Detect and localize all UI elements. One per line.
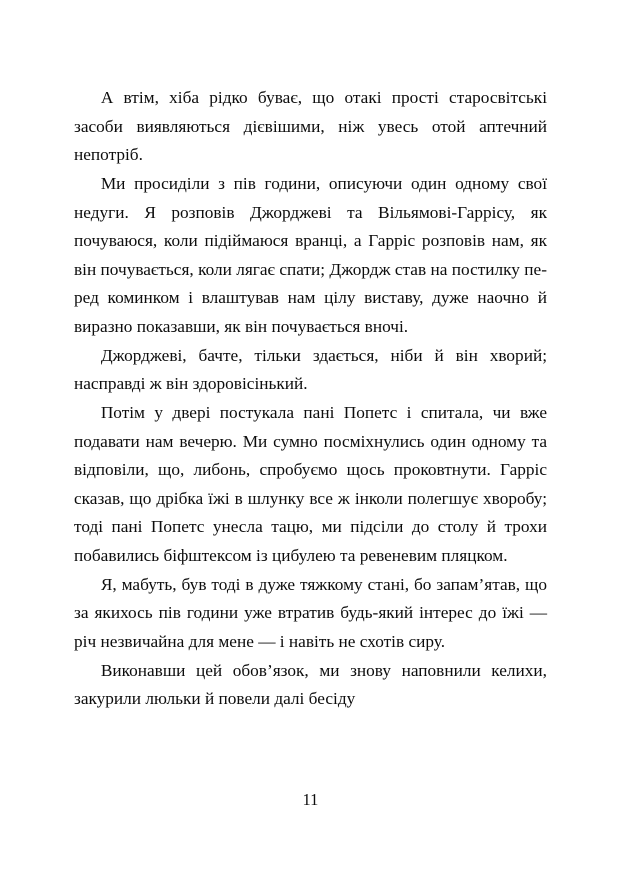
paragraph-2: Ми просиділи з пів години, описуючи один одному свої недуги. Я розповів Джорджеві та Вільямові-Гаррісу, як почуваюся, коли підіймаюся вранці, а Гарріс розповів нам, як він почувається, коли лягає спати; Джордж став на постилку перед коминком і влаштував нам цілу виставу, дуже наочно й виразно показавши, як він почувається вночі. xyxy=(74,173,547,336)
paragraph-4: Потім у двері постукала пані Попетс і спитала, чи вже подавати нам вечерю. Ми сумно посміхнулись один одному та відповіли, що, либонь, спробуємо щось проковтнути. Гарріс сказав, що дрібка їжі в шлунку все ж інколи полегшує хворобу; тоді пані Попетс унесла тацю, ми підсіли до столу й трохи побавились біфштексом із цибулею та ревеневим пляцком. xyxy=(74,402,547,565)
paragraph-3: Джорджеві, бачте, тільки здається, ніби й він хворий; насправді ж він здоровісінький. xyxy=(74,345,547,394)
paragraph-6: Виконавши цей обов’язок, ми знову наповнили келихи, закурили люльки й повели далі бесіду xyxy=(74,660,547,709)
paragraph-1: А втім, хіба рідко буває, що отакі прості старосвітські засоби виявляються дієвішими, ніж увесь отой аптечний непотріб. xyxy=(74,88,547,165)
page-number: 11 xyxy=(302,790,319,809)
paragraph-5: Я, мабуть, був тоді в дуже тяжкому стані, бо запам’ятав, що за якихось пів години уже втратив будь-який інтерес до їжі — річ незвичайна для мене — і навіть не схотів сиру. xyxy=(74,574,547,651)
page-body-text xyxy=(74,84,547,714)
